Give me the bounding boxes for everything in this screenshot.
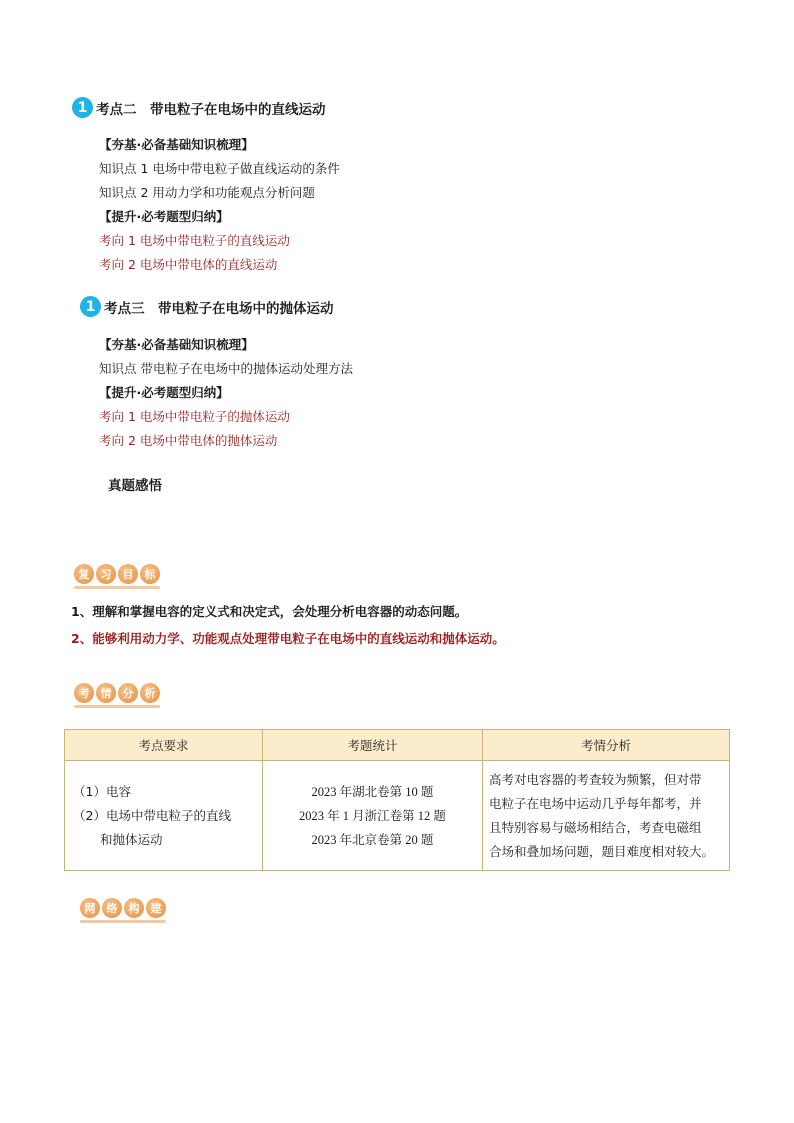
zhenti-heading: 真题感悟	[108, 478, 162, 494]
number-circle-icon: 1	[72, 97, 93, 118]
badge-char: 习	[96, 564, 116, 584]
section3-heading	[80, 296, 334, 317]
badge-char: 目	[118, 564, 138, 584]
goal-1: 1、理解和掌握电容的定义式和决定式，会处理分析电容器的动态问题。	[71, 604, 468, 619]
table-header: 考题统计	[263, 730, 483, 761]
section3-list	[99, 333, 353, 453]
badge-char: 建	[146, 898, 166, 918]
badge-underline	[80, 920, 166, 923]
section2-heading	[72, 97, 326, 118]
list-item: 考向 2 电场中带电体的抛体运动	[99, 433, 278, 448]
section3-title: 考点三 带电粒子在电场中的抛体运动	[104, 300, 334, 317]
badge-char: 络	[102, 898, 122, 918]
cell-line: 和抛体运动	[100, 831, 163, 847]
exam-analysis-table	[64, 729, 730, 871]
cell-line: （2）电场中带电粒子的直线	[73, 807, 231, 823]
badge-underline	[74, 586, 160, 589]
table-header: 考情分析	[483, 730, 730, 761]
table-row	[65, 761, 730, 871]
badge-char: 考	[74, 683, 94, 703]
list-item: 【夯基·必备基础知识梳理】	[99, 137, 254, 152]
list-item: 知识点 2 用动力学和功能观点分析问题	[99, 185, 315, 200]
list-item: 【夯基·必备基础知识梳理】	[99, 337, 254, 352]
badge-char: 网	[80, 898, 100, 918]
analysis-cell	[483, 761, 730, 871]
stats-cell	[263, 761, 483, 871]
badge-char: 复	[74, 564, 94, 584]
badge-network	[80, 898, 168, 923]
cell-line: 且特别容易与磁场相结合，考查电磁组	[489, 819, 702, 835]
cell-line: （1）电容	[73, 783, 131, 799]
badge-char: 析	[140, 683, 160, 703]
goal-2: 2、能够利用动力学、功能观点处理带电粒子在电场中的直线运动和抛体运动。	[71, 631, 505, 646]
list-item: 知识点 带电粒子在电场中的抛体运动处理方法	[99, 361, 353, 376]
table-header-row	[65, 730, 730, 761]
cell-line: 电粒子在电场中运动几乎每年都考，并	[489, 795, 702, 811]
cell-line: 2023 年湖北卷第 10 题	[311, 784, 434, 799]
table-header: 考点要求	[65, 730, 263, 761]
cell-line: 2023 年北京卷第 20 题	[311, 832, 434, 847]
list-item: 【提升·必考题型归纳】	[99, 209, 229, 224]
requirements-cell	[65, 761, 263, 871]
cell-line: 合场和叠加场问题，题目难度相对较大。	[489, 843, 715, 859]
cell-line: 2023 年 1 月浙江卷第 12 题	[299, 808, 446, 823]
badge-underline	[74, 705, 160, 708]
list-item: 考向 1 电场中带电粒子的抛体运动	[99, 409, 290, 424]
badge-analysis	[74, 683, 162, 708]
badge-char: 标	[140, 564, 160, 584]
list-item: 【提升·必考题型归纳】	[99, 385, 229, 400]
list-item: 考向 1 电场中带电粒子的直线运动	[99, 233, 290, 248]
list-item: 知识点 1 电场中带电粒子做直线运动的条件	[99, 161, 340, 176]
badge-char: 分	[118, 683, 138, 703]
badge-review	[74, 564, 162, 589]
section2-title: 考点二 带电粒子在电场中的直线运动	[96, 101, 326, 118]
cell-line: 高考对电容器的考查较为频繁，但对带	[489, 771, 702, 787]
badge-char: 构	[124, 898, 144, 918]
list-item: 考向 2 电场中带电体的直线运动	[99, 257, 278, 272]
badge-char: 情	[96, 683, 116, 703]
number-circle-icon: 1	[80, 296, 101, 317]
section2-list	[99, 133, 340, 277]
